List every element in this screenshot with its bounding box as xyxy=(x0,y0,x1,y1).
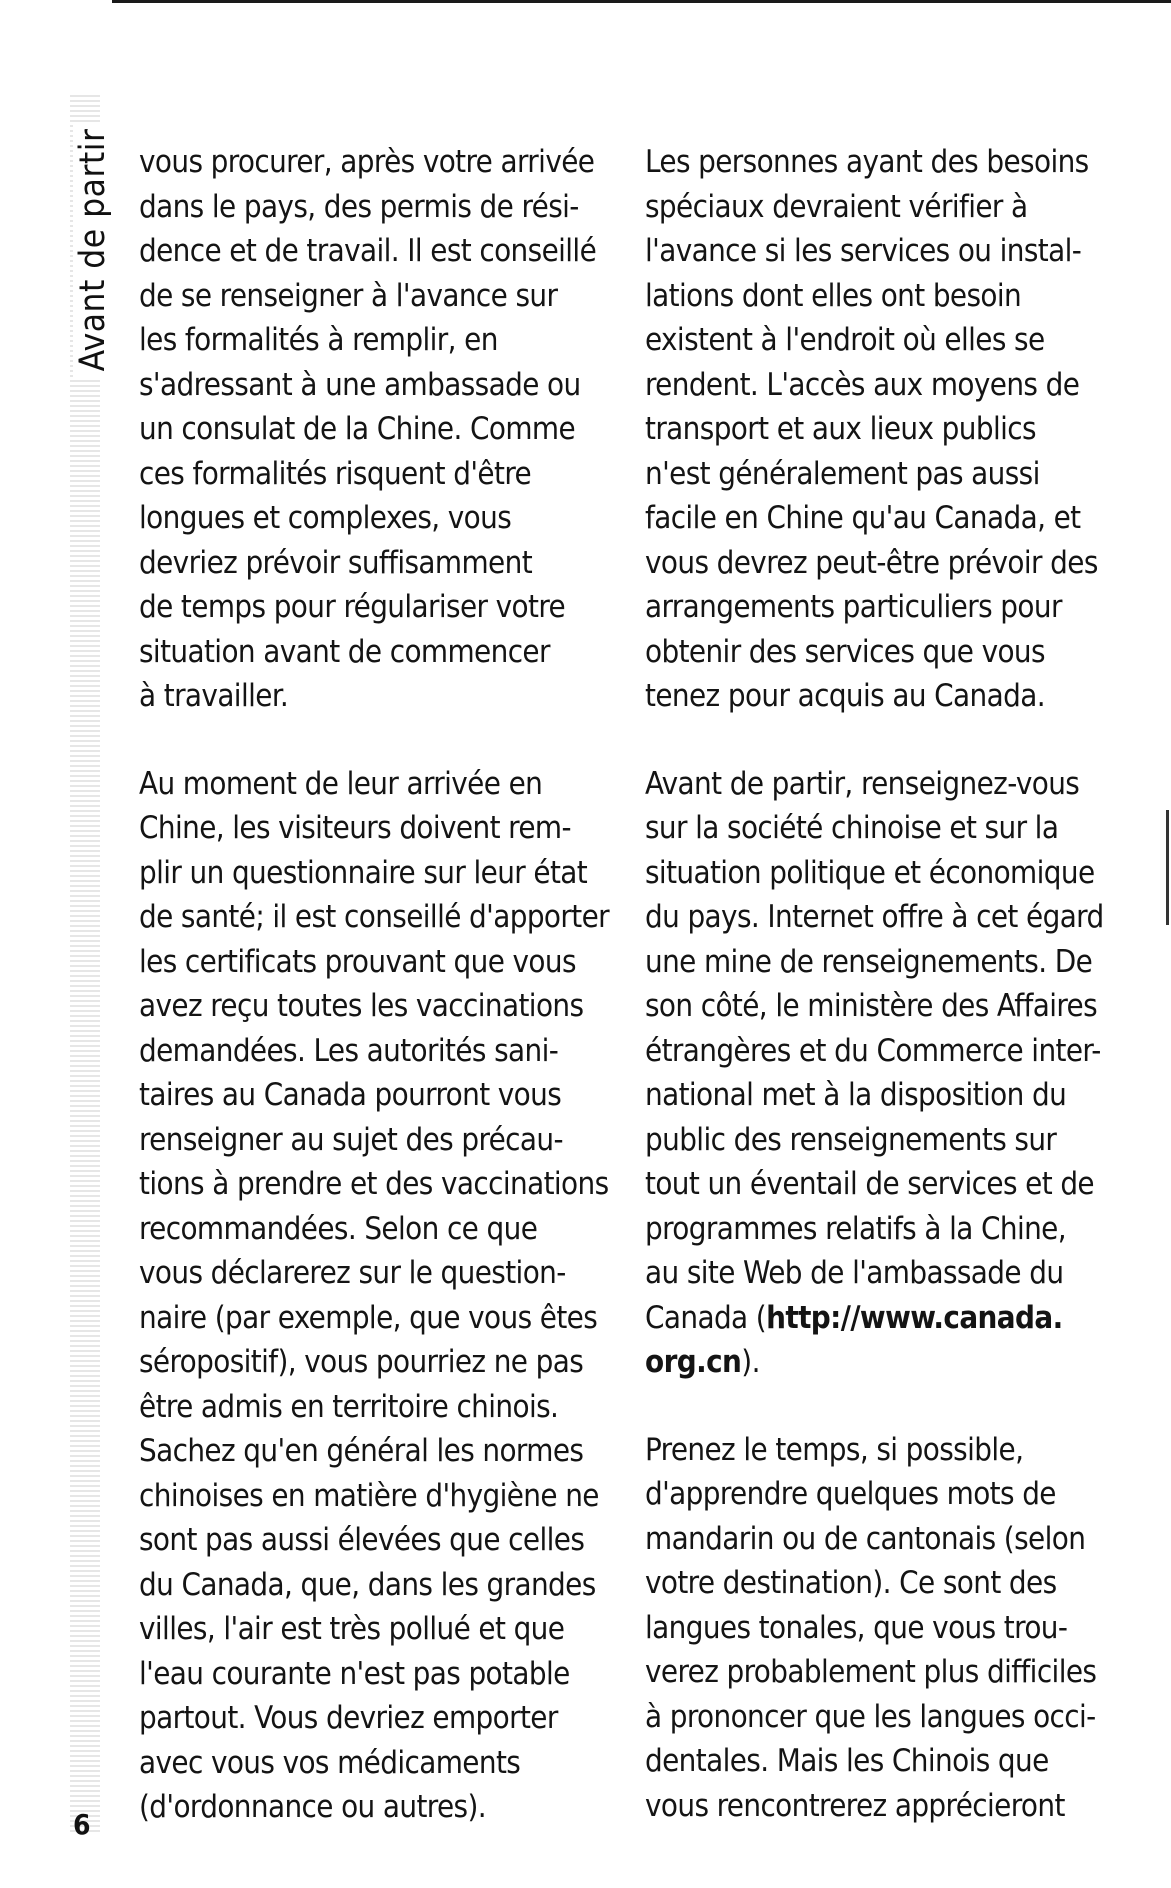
margin-mark xyxy=(1166,810,1169,925)
right-paragraph-2 xyxy=(645,762,1115,1385)
left-column xyxy=(139,140,609,1873)
right-column xyxy=(645,140,1115,1871)
running-head: Avant de partir xyxy=(73,123,113,378)
page-number: 6 xyxy=(73,1808,91,1841)
right-paragraph-1: Les personnes ayant des besoins spéciaux devraient vérifier à l'avance si les services ou instal- lations dont elles ont besoin existent à l'endroit où elles se rendent. L'accès aux moyens de transport et aux lieux publics n'est généralement pas aussi facile en Chine qu'au Canada, et vous devrez peut-être prévoir des arrangements particuliers pour obtenir des services que vous tenez pour acquis au Canada. xyxy=(645,144,1098,714)
right-paragraph-2-text: Avant de partir, renseignez-vous sur la société chinoise et sur la situation politique et économique du pays. Internet offre à cet égard une mine de renseignements. De son côté, le ministère des Affaires étrangères et du Commerce inter- national met à la disposition du public des renseignements sur tout un éventail de services et de programmes relatifs à la Chine, au site Web de l'ambassade du Canada ( xyxy=(645,765,1104,1336)
right-paragraph-3: Prenez le temps, si possible, d'apprendre quelques mots de mandarin ou de cantonais (selon votre destination). Ce sont des langues tonales, que vous trou- verez probablement plus difficiles à prononcer que les langues occi- dentales. Mais les Chinois que vous rencontrerez apprécieront xyxy=(645,1431,1097,1824)
top-rule xyxy=(112,0,1171,3)
left-paragraph-1: vous procurer, après votre arrivée dans le pays, des permis de rési- dence et de travail. Il est conseillé de se renseigner à l'avance sur les formalités à remplir, en s'adressant à une ambassade ou un consulat de la Chine. Comme ces formalités risquent d'être longues et complexes, vous devriez prévoir suffisamment de temps pour régulariser votre situation avant de commencer à travailler. xyxy=(139,144,597,714)
left-paragraph-2: Au moment de leur arrivée en Chine, les visiteurs doivent rem- plir un questionnaire sur leur état de santé; il est conseillé d'apporter les certificats prouvant que vous avez reçu toutes les vaccinations demandées. Les autorités sani- taires au Canada pourront vous renseigner au sujet des précau- tions à prendre et des vaccinations recommandées. Selon ce que vous déclarerez sur le question- naire (par exemple, que vous êtes séropositif), vous pourriez ne pas être admis en territoire chinois. Sachez qu'en général les normes chinoises en matière d'hygiène ne sont pas aussi élevées que celles du Canada, que, dans les grandes villes, l'air est très pollué et que l'eau courante n'est pas potable partout. Vous devriez emporter avec vous vos médicaments (d'ordonnance ou autres). xyxy=(139,765,610,1825)
embassy-url-link[interactable]: http://www.canada. org.cn xyxy=(645,1299,1063,1380)
right-paragraph-2-end: ). xyxy=(741,1344,760,1380)
